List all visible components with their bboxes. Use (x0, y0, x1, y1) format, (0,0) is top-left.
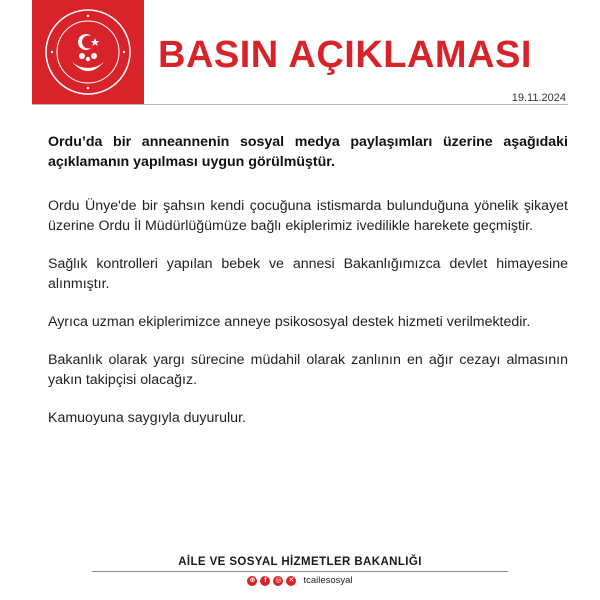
ministry-logo (32, 0, 144, 104)
web-icon[interactable]: ⊕ (247, 576, 257, 586)
body-paragraph: Bakanlık olarak yargı sürecine müdahil olarak zanlının en ağır cezayı almasının yakın takipçisi olacağız. (48, 352, 568, 388)
facebook-icon[interactable]: f (260, 576, 270, 586)
page-title: BASIN AÇIKLAMASI (158, 34, 532, 76)
body-paragraph: Ordu Ünye'de bir şahsın kendi çocuğuna istismarda bulunduğuna yönelik şikayet üzerine Ordu İl Müdürlüğümüze bağlı ekiplerimiz ivedilikle harekete geçmiştir. (48, 198, 568, 234)
closing-paragraph: Kamuoyuna saygıyla duyurulur. (48, 410, 246, 426)
ministry-name: AİLE VE SOSYAL HİZMETLER BAKANLIĞI (178, 556, 422, 568)
social-links (0, 575, 600, 586)
header-divider (32, 104, 568, 105)
release-date: 19.11.2024 (511, 92, 566, 104)
intro-paragraph: Ordu’da bir anneannenin sosyal medya paylaşımları üzerine aşağıdaki açıklamanın yapılması uygun görülmüştür. (48, 134, 568, 170)
x-icon[interactable]: ✕ (286, 576, 296, 586)
footer-divider (92, 571, 508, 572)
body-paragraph: Sağlık kontrolleri yapılan bebek ve annesi Bakanlığımızca devlet himayesine alınmıştır. (48, 256, 568, 292)
ministry-emblem-icon (42, 6, 134, 98)
social-handle[interactable]: tcailesosyal (303, 575, 353, 586)
press-release-body (48, 132, 568, 446)
body-paragraph: Ayrıca uzman ekiplerimizce anneye psikososyal destek hizmeti verilmektedir. (48, 314, 531, 330)
instagram-icon[interactable]: ◎ (275, 576, 282, 584)
